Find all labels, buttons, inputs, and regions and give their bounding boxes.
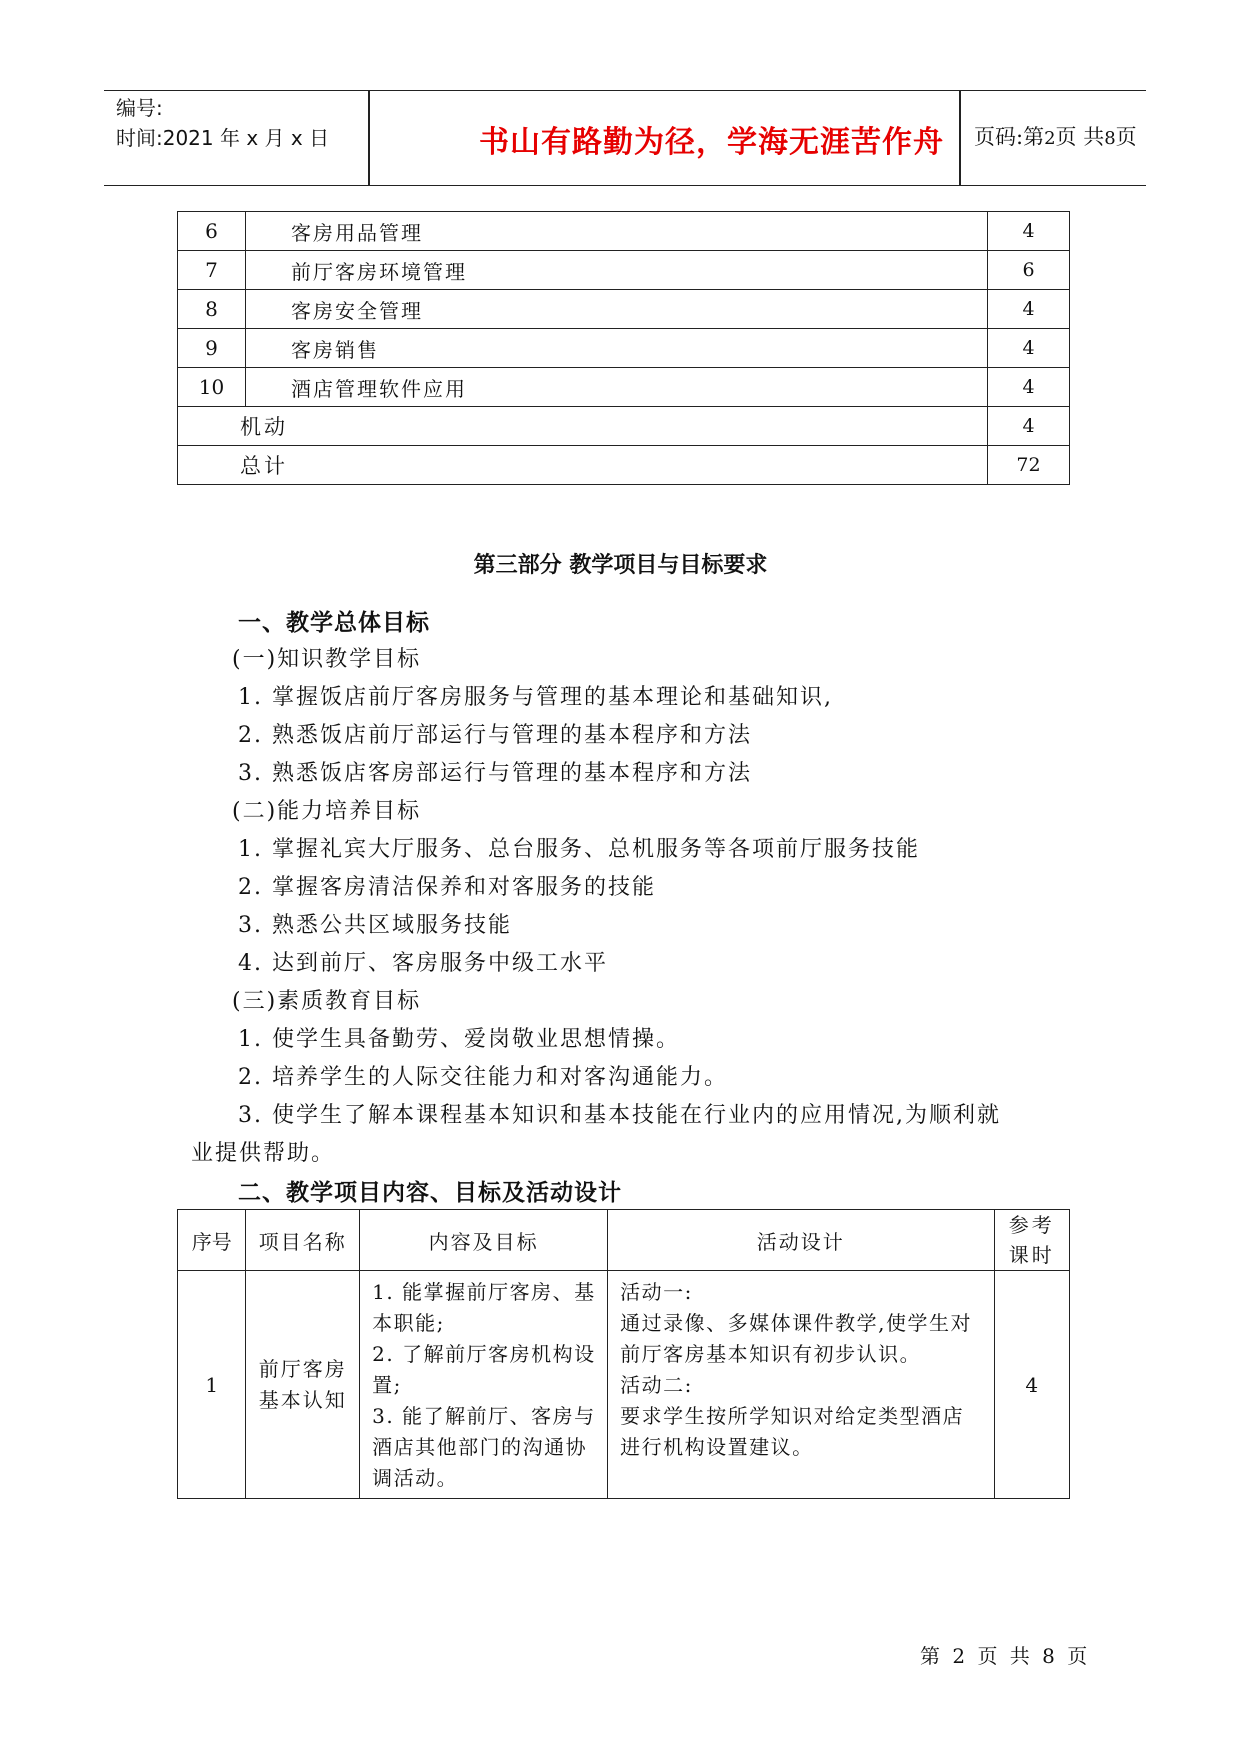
content-line: 2. 了解前厅客房机构设 [372, 1342, 596, 1366]
total-hours: 72 [988, 446, 1070, 485]
header-hours-line2: 课时 [1008, 1243, 1055, 1267]
row-hours: 4 [994, 1271, 1070, 1499]
page-label-prefix: 页码:第 [974, 125, 1045, 149]
header-hours [994, 1210, 1070, 1271]
header-content: 内容及目标 [360, 1210, 608, 1271]
list-item: 1. 掌握饭店前厅客房服务与管理的基本理论和基础知识, [238, 685, 833, 710]
list-item: 3. 使学生了解本课程基本知识和基本技能在行业内的应用情况,为顺利就 [238, 1103, 1001, 1128]
table-row [178, 290, 1070, 329]
header-divider-left [368, 91, 370, 185]
list-item: 2. 熟悉饭店前厅部运行与管理的基本程序和方法 [238, 723, 752, 748]
row-number: 9 [178, 329, 246, 368]
row-name: 酒店管理软件应用 [246, 368, 988, 407]
header-hours-line1: 参考 [1008, 1213, 1055, 1237]
table-row [178, 1271, 1070, 1499]
list-item: 1. 掌握礼宾大厅服务、总台服务、总机服务等各项前厅服务技能 [238, 837, 920, 862]
row-name: 客房用品管理 [246, 212, 988, 251]
serial-label: 编号: [116, 96, 163, 120]
flex-label: 机动 [178, 407, 988, 446]
table-row [178, 329, 1070, 368]
row-number: 7 [178, 251, 246, 290]
total-label: 总计 [178, 446, 988, 485]
content-line: 置; [372, 1373, 402, 1397]
time-label: 时间:2021 年 x 月 x 日 [116, 126, 330, 150]
subsection-heading: (一)知识教学目标 [232, 647, 422, 672]
row-number: 8 [178, 290, 246, 329]
header-meta [116, 93, 329, 153]
row-hours: 6 [988, 251, 1070, 290]
list-item: 1. 使学生具备勤劳、爱岗敬业思想情操。 [238, 1027, 680, 1052]
list-item: 2. 掌握客房清洁保养和对客服务的技能 [238, 875, 656, 900]
activity-line: 通过录像、多媒体课件教学,使学生对 [620, 1311, 972, 1335]
activity-line: 活动二: [620, 1373, 693, 1397]
page-footer: 第 2 页 共 8 页 [920, 1644, 1091, 1668]
header-divider-right [959, 91, 961, 185]
activity-line: 要求学生按所学知识对给定类型酒店 [620, 1404, 965, 1428]
flex-hours: 4 [988, 407, 1070, 446]
list-item: 2. 培养学生的人际交往能力和对客沟通能力。 [238, 1065, 728, 1090]
row-seq: 1 [178, 1271, 246, 1499]
table-row [178, 368, 1070, 407]
header-motto: 书山有路勤为径，学海无涯苦作舟 [479, 125, 944, 160]
row-name: 客房安全管理 [246, 290, 988, 329]
table-row [178, 212, 1070, 251]
activity-line: 前厅客房基本知识有初步认识。 [620, 1342, 922, 1366]
section-heading: 一、教学总体目标 [238, 610, 430, 636]
page-number: 2 [1044, 128, 1056, 149]
row-activity [608, 1271, 994, 1499]
list-item-continuation: 业提供帮助。 [191, 1141, 336, 1166]
activity-line: 进行机构设置建议。 [620, 1435, 814, 1459]
row-name-line2: 基本认知 [258, 1387, 347, 1412]
row-name: 前厅客房环境管理 [246, 251, 988, 290]
row-hours: 4 [988, 368, 1070, 407]
content-line: 酒店其他部门的沟通协 [372, 1435, 588, 1459]
list-item: 4. 达到前厅、客房服务中级工水平 [238, 951, 608, 976]
row-number: 6 [178, 212, 246, 251]
header-seq: 序号 [178, 1210, 246, 1271]
page-header [104, 90, 1146, 186]
row-name-line1: 前厅客房 [258, 1356, 347, 1381]
table-row-flex [178, 407, 1070, 446]
page-label-mid: 页 共 [1055, 125, 1105, 149]
content-line: 本职能; [372, 1311, 445, 1335]
header-name: 项目名称 [246, 1210, 360, 1271]
table-header-row [178, 1210, 1070, 1271]
content-line: 1. 能掌握前厅客房、基 [372, 1280, 596, 1304]
page-label-suffix: 页 [1115, 125, 1137, 149]
hours-table [177, 211, 1070, 485]
row-content [360, 1271, 608, 1499]
header-activity: 活动设计 [608, 1210, 994, 1271]
project-table [177, 1209, 1070, 1499]
table-row [178, 251, 1070, 290]
row-name [246, 1271, 360, 1499]
table-row-total [178, 446, 1070, 485]
row-name: 客房销售 [246, 329, 988, 368]
content-line: 调活动。 [372, 1466, 459, 1490]
activity-line: 活动一: [620, 1280, 693, 1304]
section-heading: 二、教学项目内容、目标及活动设计 [238, 1180, 622, 1206]
row-number: 10 [178, 368, 246, 407]
subsection-heading: (二)能力培养目标 [232, 799, 422, 824]
list-item: 3. 熟悉公共区域服务技能 [238, 913, 512, 938]
header-page-info [974, 121, 1137, 151]
row-hours: 4 [988, 329, 1070, 368]
subsection-heading: (三)素质教育目标 [232, 989, 422, 1014]
content-line: 3. 能了解前厅、客房与 [372, 1404, 596, 1428]
row-hours: 4 [988, 290, 1070, 329]
page-total: 8 [1104, 128, 1116, 149]
part-title: 第三部分 教学项目与目标要求 [473, 553, 768, 578]
row-hours: 4 [988, 212, 1070, 251]
list-item: 3. 熟悉饭店客房部运行与管理的基本程序和方法 [238, 761, 752, 786]
